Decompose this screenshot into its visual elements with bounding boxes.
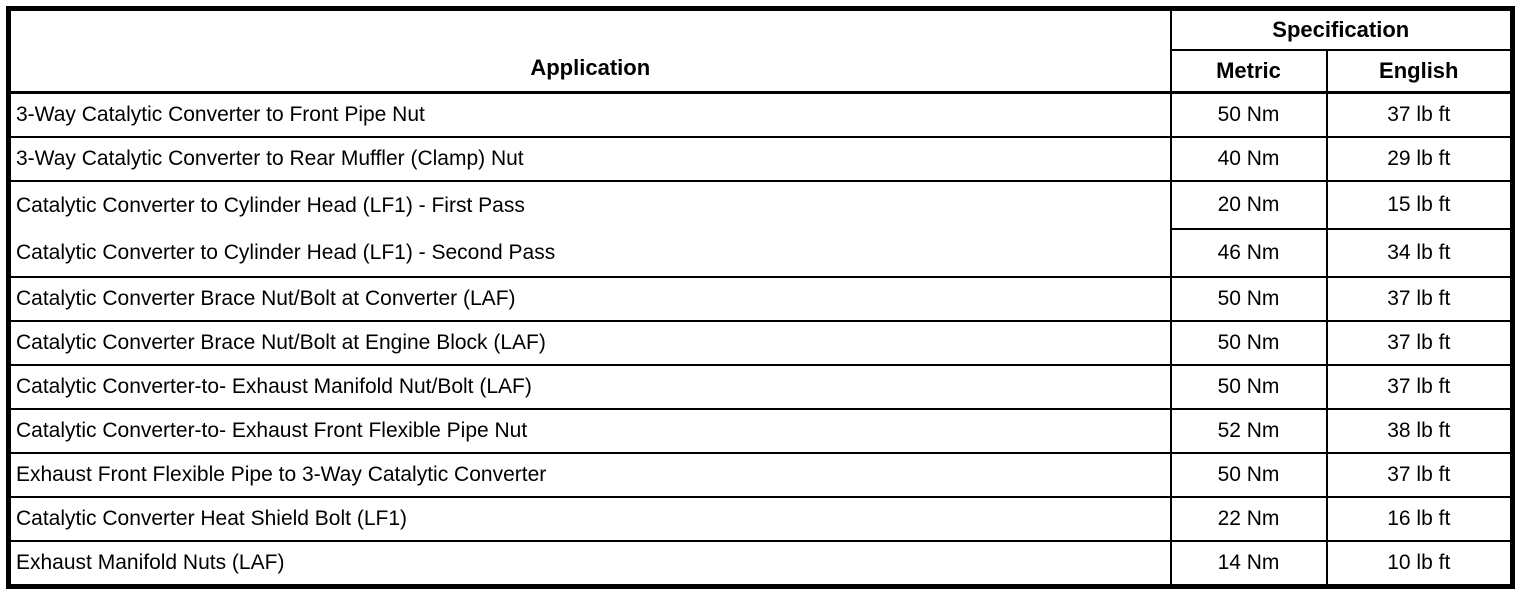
header-specification: Specification — [1171, 9, 1513, 51]
application-cell: 3-Way Catalytic Converter to Front Pipe Nut — [9, 93, 1171, 138]
metric-cell: 50 Nm — [1171, 453, 1327, 497]
header-row-specification — [9, 9, 1513, 51]
metric-cell: 50 Nm — [1171, 277, 1327, 321]
english-cell: 15 lb ft — [1327, 181, 1513, 229]
application-cell: Catalytic Converter-to- Exhaust Front Flexible Pipe Nut — [9, 409, 1171, 453]
metric-cell: 22 Nm — [1171, 497, 1327, 541]
table-row — [9, 277, 1513, 321]
application-cell: Exhaust Manifold Nuts (LAF) — [9, 541, 1171, 587]
english-cell: 10 lb ft — [1327, 541, 1513, 587]
table-row — [9, 497, 1513, 541]
english-cell: 38 lb ft — [1327, 409, 1513, 453]
table-row — [9, 409, 1513, 453]
application-cell: 3-Way Catalytic Converter to Rear Muffler (Clamp) Nut — [9, 137, 1171, 181]
english-cell: 37 lb ft — [1327, 93, 1513, 138]
table-row — [9, 453, 1513, 497]
table-row — [9, 541, 1513, 587]
english-cell: 37 lb ft — [1327, 277, 1513, 321]
header-metric: Metric — [1171, 50, 1327, 93]
english-cell: 16 lb ft — [1327, 497, 1513, 541]
application-cell: Catalytic Converter-to- Exhaust Manifold Nut/Bolt (LAF) — [9, 365, 1171, 409]
english-cell: 37 lb ft — [1327, 365, 1513, 409]
metric-cell: 50 Nm — [1171, 93, 1327, 138]
table-row — [9, 181, 1513, 229]
torque-spec-table — [6, 6, 1515, 589]
application-cell: Catalytic Converter Brace Nut/Bolt at Engine Block (LAF) — [9, 321, 1171, 365]
english-cell: 34 lb ft — [1327, 229, 1513, 277]
english-cell: 37 lb ft — [1327, 321, 1513, 365]
table-row — [9, 93, 1513, 138]
table-row — [9, 137, 1513, 181]
application-cell: Exhaust Front Flexible Pipe to 3-Way Catalytic Converter — [9, 453, 1171, 497]
english-cell: 29 lb ft — [1327, 137, 1513, 181]
english-cell: 37 lb ft — [1327, 453, 1513, 497]
application-cell: Catalytic Converter to Cylinder Head (LF1) - First Pass — [9, 181, 1171, 229]
metric-cell: 14 Nm — [1171, 541, 1327, 587]
table-row — [9, 365, 1513, 409]
metric-cell: 46 Nm — [1171, 229, 1327, 277]
table-row — [9, 321, 1513, 365]
table-row — [9, 229, 1513, 277]
metric-cell: 40 Nm — [1171, 137, 1327, 181]
metric-cell: 50 Nm — [1171, 365, 1327, 409]
metric-cell: 52 Nm — [1171, 409, 1327, 453]
application-cell: Catalytic Converter Brace Nut/Bolt at Converter (LAF) — [9, 277, 1171, 321]
application-cell: Catalytic Converter to Cylinder Head (LF1) - Second Pass — [9, 229, 1171, 277]
metric-cell: 50 Nm — [1171, 321, 1327, 365]
header-english: English — [1327, 50, 1513, 93]
application-cell: Catalytic Converter Heat Shield Bolt (LF1) — [9, 497, 1171, 541]
header-application: Application — [9, 9, 1171, 93]
metric-cell: 20 Nm — [1171, 181, 1327, 229]
